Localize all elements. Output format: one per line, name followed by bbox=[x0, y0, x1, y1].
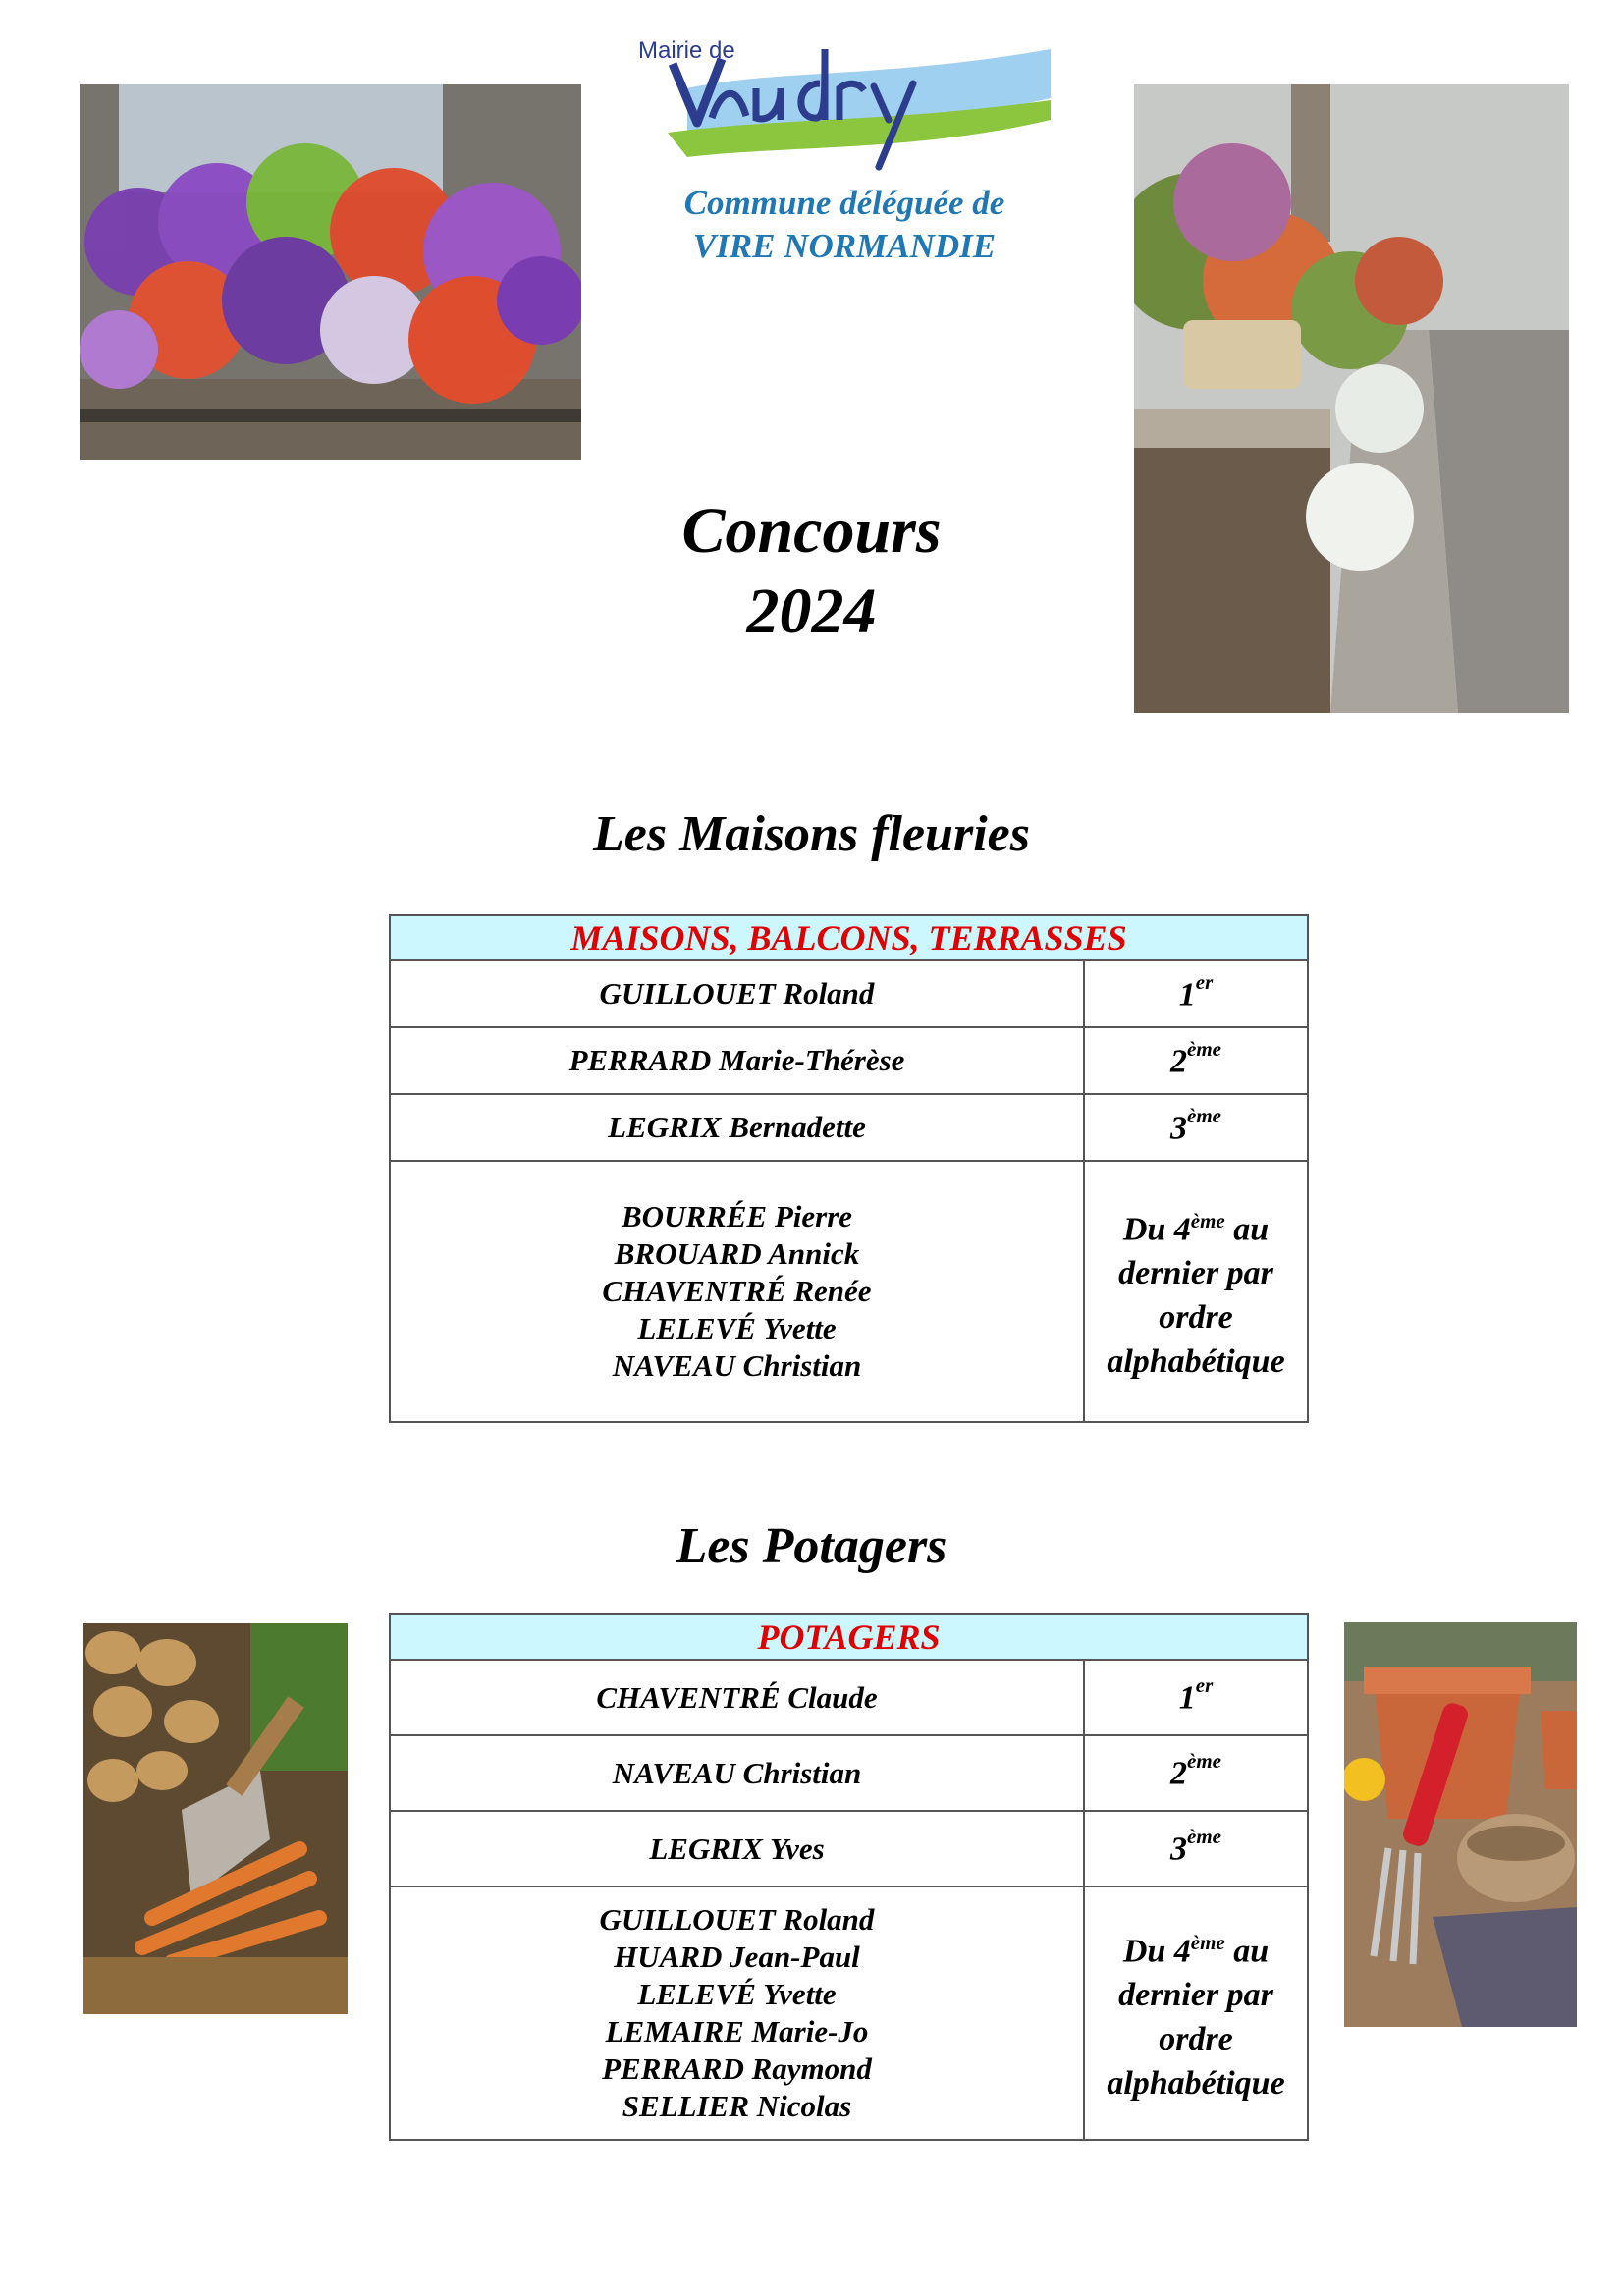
vaudry-logo bbox=[628, 29, 1060, 275]
flower-window-box-photo bbox=[80, 84, 581, 460]
winner-name: CHAVENTRÉ Claude bbox=[390, 1660, 1084, 1735]
table-row bbox=[390, 1886, 1308, 2140]
category-header: MAISONS, BALCONS, TERRASSES bbox=[390, 915, 1308, 960]
participant-name: SELLIER Nicolas bbox=[622, 2089, 852, 2123]
table-row bbox=[390, 1027, 1308, 1094]
results-table-potagers bbox=[389, 1613, 1309, 2141]
participant-name: NAVEAU Christian bbox=[612, 1348, 862, 1383]
contest-title bbox=[0, 491, 1623, 652]
winner-name: LEGRIX Yves bbox=[390, 1811, 1084, 1886]
section-heading-potagers: Les Potagers bbox=[676, 1518, 947, 1574]
winner-name: LEGRIX Bernadette bbox=[390, 1094, 1084, 1161]
other-ranking-note: Du 4ème au dernier par ordre alphabétique bbox=[1084, 1886, 1308, 2140]
results-table-maisons bbox=[389, 914, 1309, 1423]
potatoes-carrots-trowel-photo bbox=[83, 1623, 348, 2014]
participant-name: GUILLOUET Roland bbox=[599, 1902, 875, 1937]
winner-name: PERRARD Marie-Thérèse bbox=[390, 1027, 1084, 1094]
winner-rank: 3ème bbox=[1084, 1094, 1308, 1161]
participant-name: LEMAIRE Marie-Jo bbox=[605, 2014, 869, 2049]
participant-name: LELEVÉ Yvette bbox=[637, 1311, 837, 1345]
logo-line-1: Commune déléguée de bbox=[683, 184, 1005, 222]
winner-rank: 1er bbox=[1084, 1660, 1308, 1735]
logo-line-2: VIRE NORMANDIE bbox=[692, 227, 997, 265]
winner-name: GUILLOUET Roland bbox=[390, 960, 1084, 1027]
winner-rank: 3ème bbox=[1084, 1811, 1308, 1886]
table-row bbox=[390, 1735, 1308, 1811]
winner-rank: 1er bbox=[1084, 960, 1308, 1027]
table-row bbox=[390, 1161, 1308, 1422]
participant-name: HUARD Jean-Paul bbox=[614, 1940, 860, 1974]
participant-name: PERRARD Raymond bbox=[602, 2051, 872, 2086]
table-row bbox=[390, 1660, 1308, 1735]
table-row bbox=[390, 1811, 1308, 1886]
contest-title-line-2: 2024 bbox=[746, 575, 877, 647]
winner-rank: 2ème bbox=[1084, 1735, 1308, 1811]
other-participants bbox=[390, 1886, 1084, 2140]
terracotta-pots-garden-fork-photo bbox=[1344, 1622, 1577, 2027]
logo-mairie-de: Mairie de bbox=[638, 37, 735, 64]
table-row bbox=[390, 960, 1308, 1027]
table-row bbox=[390, 1094, 1308, 1161]
category-header: POTAGERS bbox=[390, 1614, 1308, 1660]
other-participants bbox=[390, 1161, 1084, 1422]
participant-name: CHAVENTRÉ Renée bbox=[602, 1274, 872, 1308]
contest-title-line-1: Concours bbox=[681, 495, 942, 567]
winner-name: NAVEAU Christian bbox=[390, 1735, 1084, 1811]
participant-name: BROUARD Annick bbox=[614, 1236, 860, 1271]
winner-rank: 2ème bbox=[1084, 1027, 1308, 1094]
other-ranking-note: Du 4ème au dernier par ordre alphabétique bbox=[1084, 1161, 1308, 1422]
participant-name: BOURRÉE Pierre bbox=[621, 1199, 853, 1233]
section-heading-maisons: Les Maisons fleuries bbox=[593, 806, 1030, 862]
participant-name: LELEVÉ Yvette bbox=[637, 1977, 837, 2011]
